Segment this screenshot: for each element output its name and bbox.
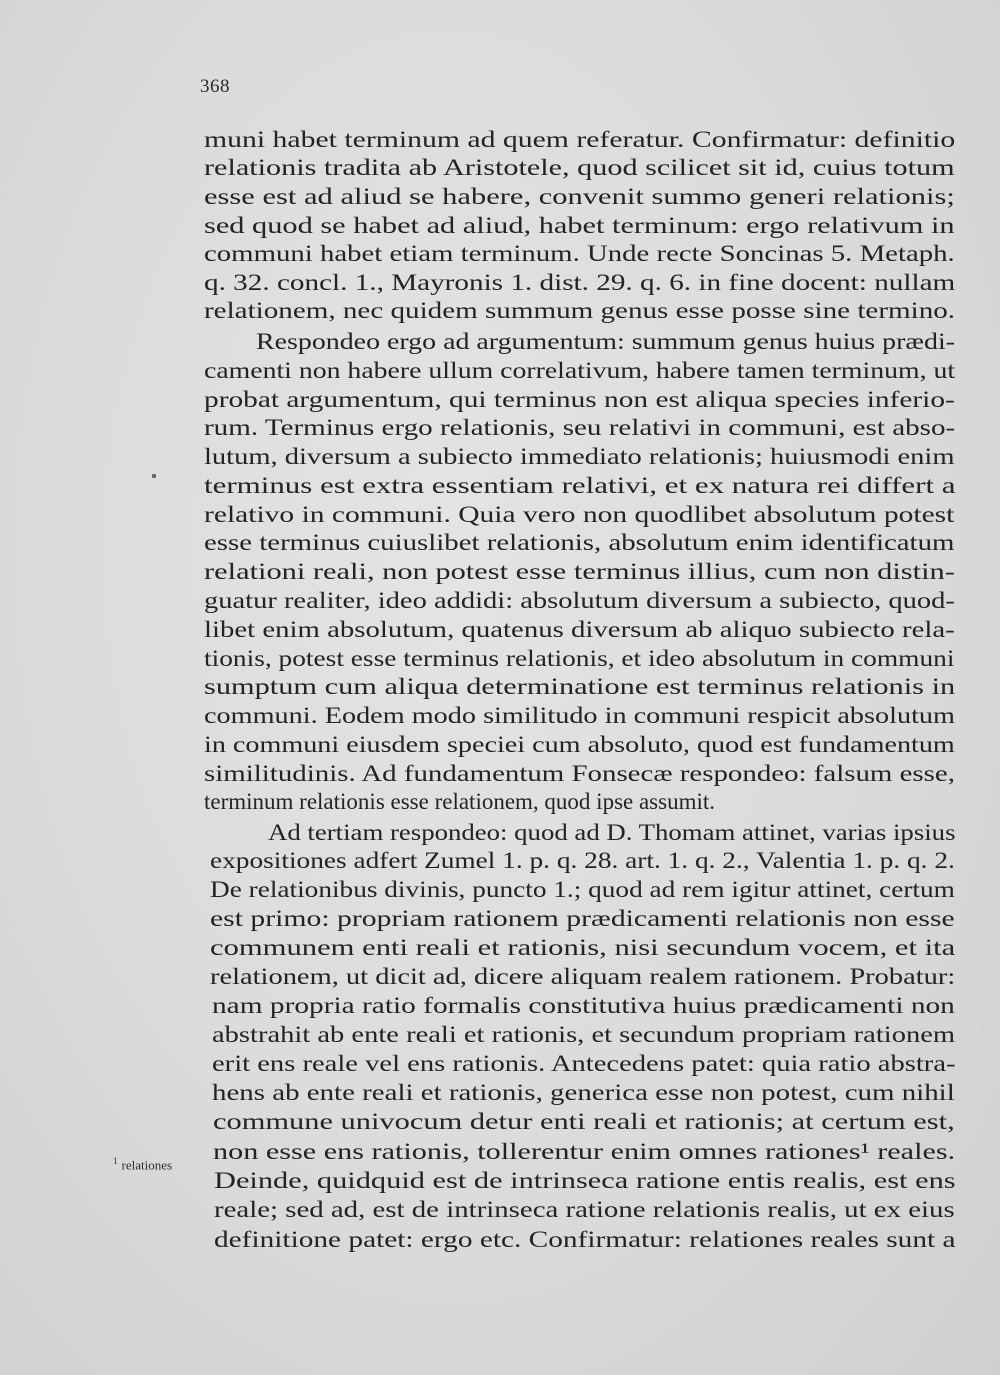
text-line: camenti non habere ullum correlativum, habere tamen terminum, ut [204,358,956,383]
text-line: similitudinis. Ad fundamentum Fonsecæ respondeo: falsum esse, [204,761,955,786]
page-number: 368 [200,76,230,97]
text-line: abstrahit ab ente reali et rationis, et secundum propriam rationem [212,1022,956,1047]
footnote-mark: 1 [113,1156,118,1166]
text-line: sumptum cum aliqua determinatione est terminus relationis in [204,674,956,699]
text-line: relationem, ut dicit ad, dicere aliquam realem rationem. Probatur: [210,964,956,989]
text-line: esse terminus cuiuslibet relationis, absolutum enim identificatum [204,530,955,555]
text-line: relationem, nec quidem summum genus esse posse sine termino. [204,298,956,323]
text-line: erit ens reale vel ens rationis. Antecedens patet: quia ratio abstra- [212,1051,956,1076]
text-line: sed quod se habet ad aliud, habet terminum: ergo relativum in [204,213,955,238]
text-line: esse est ad aliud se habere, convenit summo generi relationis; [204,184,955,209]
text-line: est primo: propriam rationem prædicamenti relationis non esse [210,906,955,931]
text-line: non esse ens rationis, tollerentur enim omnes rationes¹ reales. [213,1139,956,1164]
text-line: communem enti reali et rationis, nisi secundum vocem, et ita [210,935,956,960]
text-line: libet enim absolutum, quatenus diversum ab aliquo subiecto rela- [204,617,955,642]
text-line: Respondeo ergo ad argumentum: summum genus huius prædi- [256,329,955,354]
text-line: relationi reali, non potest esse terminus illius, cum non distin- [204,559,955,584]
text-line: q. 32. concl. 1., Mayronis 1. dist. 29. q. 6. in fine docent: nullam [204,270,956,295]
text-line: terminum relationis esse relationem, quod ipse assumit. [204,789,716,814]
text-line: expositiones adfert Zumel 1. p. q. 28. art. 1. q. 2., Valentia 1. p. q. 2. [210,848,955,873]
text-line: guatur realiter, ideo addidi: absolutum diversum a subiecto, quod- [204,588,955,613]
text-line: relationis tradita ab Aristotele, quod scilicet sit id, cuius totum [204,155,955,180]
text-line: probat argumentum, qui terminus non est aliqua species inferio- [204,387,955,412]
text-line: Deinde, quidquid est de intrinseca ratione entis realis, est ens [214,1168,956,1193]
text-line: lutum, diversum a subiecto immediato relationis; huiusmodi enim [204,444,955,469]
text-line: communi. Eodem modo similitudo in communi respicit absolutum [204,703,956,728]
margin-footnote [113,1156,172,1173]
ink-speck [152,474,156,478]
text-line: in communi eiusdem speciei cum absoluto, quod est fundamentum [204,732,955,757]
text-line: muni habet terminum ad quem referatur. Confirmatur: definitio [204,127,956,152]
text-line: hens ab ente reali et rationis, generica esse non potest, cum nihil [212,1080,955,1105]
text-line: relativo in communi. Quia vero non quodlibet absolutum potest [204,502,955,527]
text-line: terminus est extra essentiam relativi, et ex natura rei differt a [204,473,956,498]
text-line: Ad tertiam respondeo: quod ad D. Thomam attinet, varias ipsius [268,820,956,845]
text-line: communi habet etiam terminum. Unde recte Soncinas 5. Metaph. [204,241,955,266]
text-line: reale; sed ad, est de intrinseca ratione relationis realis, ut ex eius [214,1197,955,1222]
text-line: De relationibus divinis, puncto 1.; quod ad rem igitur attinet, certum [210,877,955,902]
text-line: nam propria ratio formalis constitutiva huius prædicamenti non [212,993,955,1018]
footnote-text: relationes [121,1157,173,1173]
text-line: definitione patet: ergo etc. Confirmatur: relationes reales sunt a [214,1227,956,1252]
text-line: commune univocum detur enti reali et rationis; at certum est, [213,1109,955,1134]
text-line: tionis, potest esse terminus relationis, et ideo absolutum in communi [204,646,955,671]
text-line: rum. Terminus ergo relationis, seu relativi in communi, est abso- [204,415,956,440]
